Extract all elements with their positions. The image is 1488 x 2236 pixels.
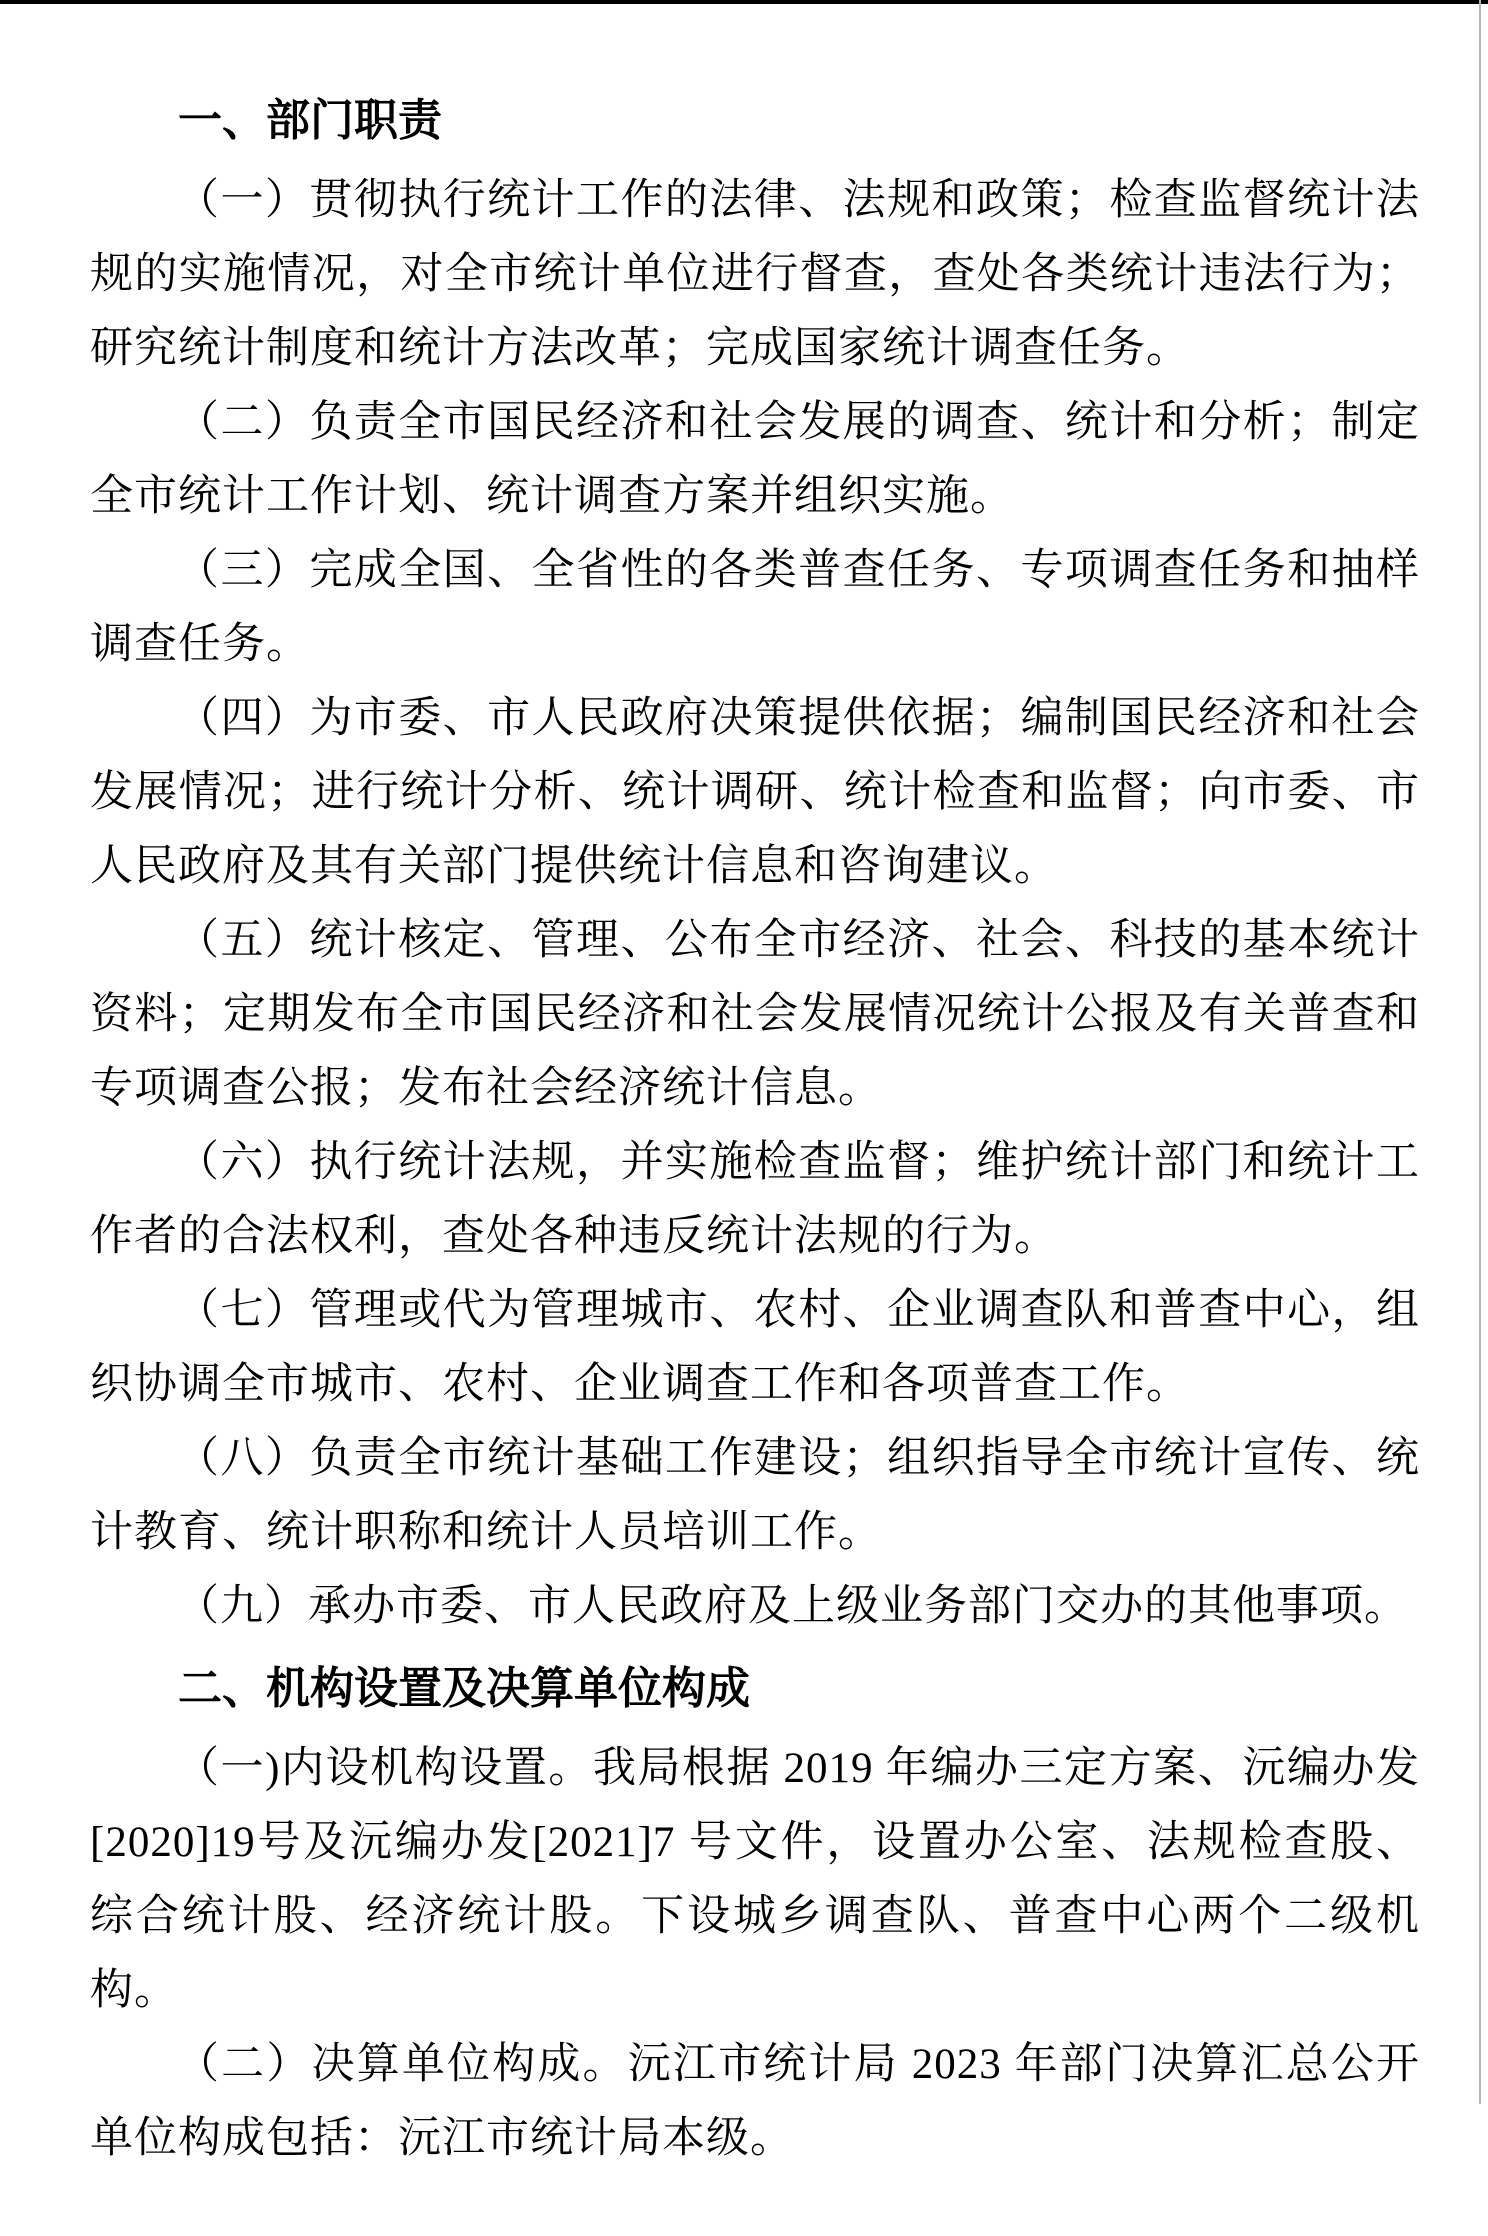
section-heading-duties: 一、部门职责: [178, 96, 442, 145]
paragraph-duty-2: （二）负责全市国民经济和社会发展的调查、统计和分析；制定全市统计工作计划、统计调查方案并组织实施。: [90, 399, 1420, 520]
paragraph-duty-6: （六）执行统计法规，并实施检查监督；维护统计部门和统计工作者的合法权利，查处各种违反统计法规的行为。: [90, 1139, 1420, 1260]
section-heading-organization: 二、机构设置及决算单位构成: [178, 1664, 750, 1713]
paragraph-duty-8: （八）负责全市统计基础工作建设；组织指导全市统计宣传、统计教育、统计职称和统计人员培训工作。: [90, 1435, 1420, 1556]
paragraph-duty-3: （三）完成全国、全省性的各类普查任务、专项调查任务和抽样调查任务。: [90, 547, 1420, 668]
paragraph-duty-1: （一）贯彻执行统计工作的法律、法规和政策；检查监督统计法规的实施情况，对全市统计单位进行督查，查处各类统计违法行为；研究统计制度和统计方法改革；完成国家统计调查任务。: [90, 177, 1420, 372]
page-edge-line: [1479, 0, 1481, 2104]
paragraph-duty-4: （四）为市委、市人民政府决策提供依据；编制国民经济和社会发展情况；进行统计分析、统计调研、统计检查和监督；向市委、市人民政府及其有关部门提供统计信息和咨询建议。: [90, 695, 1420, 890]
paragraph-org-2: （二）决算单位构成。沅江市统计局 2023 年部门决算汇总公开单位构成包括：沅江市统计局本级。: [90, 2041, 1420, 2162]
paragraph-duty-9: （九）承办市委、市人民政府及上级业务部门交办的其他事项。: [176, 1583, 1408, 1630]
paragraph-duty-7: （七）管理或代为管理城市、农村、企业调查队和普查中心，组织协调全市城市、农村、企业调查工作和各项普查工作。: [90, 1287, 1420, 1408]
paragraph-org-1: （一)内设机构设置。我局根据 2019 年编办三定方案、沅编办发[2020]19号及沅编办发[2021]7 号文件，设置办公室、法规检查股、综合统计股、经济统计股。下设城乡调查队、普查中心两个二级机构。: [90, 1745, 1420, 2014]
paragraph-duty-5: （五）统计核定、管理、公布全市经济、社会、科技的基本统计资料；定期发布全市国民经济和社会发展情况统计公报及有关普查和专项调查公报；发布社会经济统计信息。: [90, 917, 1420, 1112]
